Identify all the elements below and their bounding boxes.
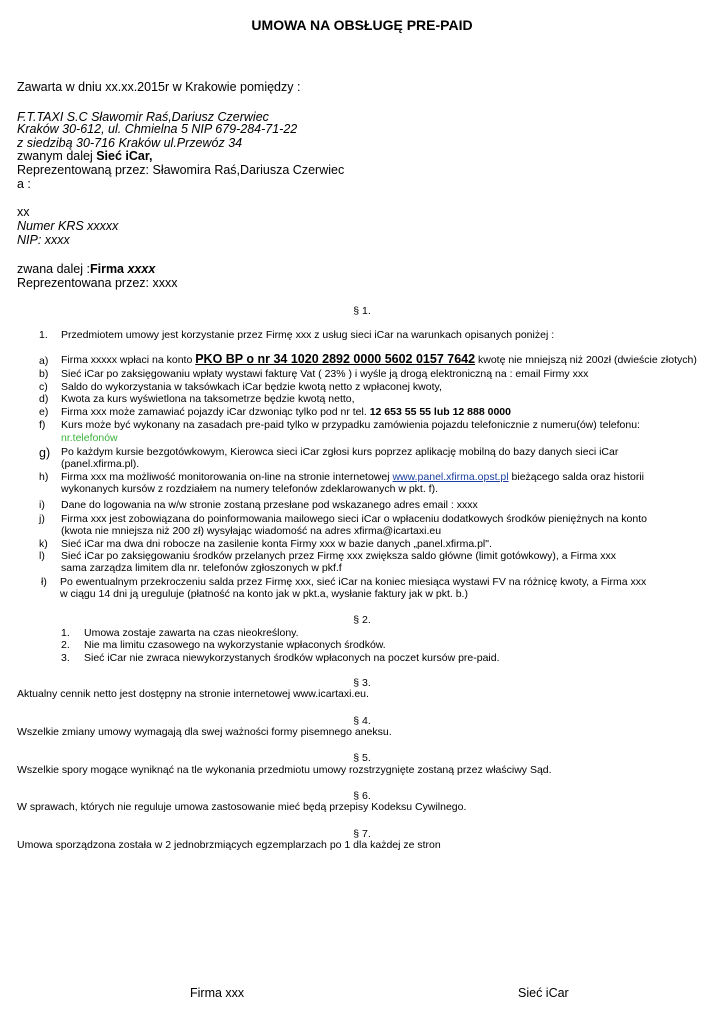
s1-a-label: a) [39,355,49,367]
s2-item-1-num: 1. [61,627,70,639]
s1-f-text: Kurs może być wykonany na zasadach pre-paid tylko w przypadku zamówienia pojazdu telefonicznie z numeru(ów) telefonu: [61,419,640,431]
s1-e-text [61,406,511,418]
section7-text: Umowa sporządzona została w 2 jednobrzmiących egzemplarzach po 1 dla każdej ze stron [17,839,441,851]
s1-l2-label: ł) [41,576,47,588]
party2-called-name: Firma [89,262,128,276]
s1-b-label: b) [39,368,49,380]
s1-j-line1: Firma xxx jest zobowiązana do poinformowania mailowego sieci iCar o wpłaceniu dodatkowych środków pieniężnych na konto [61,513,647,525]
s2-item-3-num: 3. [61,652,70,664]
s1-p1-num: 1. [39,329,48,341]
s1-a-text [61,353,697,366]
s1-a-pre: Firma xxxxx wpłaci na konto [61,354,196,366]
s1-p1-text: Przedmiotem umowy jest korzystanie przez Firmę xxx z usług sieci iCar na warunkach opisanych poniżej : [61,329,555,341]
s2-item-1-text: Umowa zostaje zawarta na czas nieokreślony. [84,627,299,639]
party1-name: F.T.TAXI S.C Sławomir Raś,Dariusz Czerwiec [17,110,269,124]
document-title: UMOWA NA OBSŁUGĘ PRE-PAID [251,17,473,33]
s1-g-line2: (panel.xfirma.pl). [61,458,140,470]
s1-i-text: Dane do logowania na w/w stronie zostaną przesłane pod wskazanego adres email : xxxx [61,499,478,511]
s2-item-2-text: Nie ma limitu czasowego na wykorzystanie wpłaconych środków. [84,639,386,651]
s1-l2-line2: w ciągu 14 dni ją ureguluje (płatność na konto jak w pkt.a, wysłanie faktury jak w pkt. b.) [60,588,468,600]
party1-called-name: Sieć iCar, [96,149,153,163]
signature-left: Firma xxx [190,986,245,1000]
bank-account-number: PKO BP o nr 34 1020 2892 0000 5602 0157 7642 [195,352,476,366]
contract-intro: Zawarta w dniu xx.xx.2015r w Krakowie pomiędzy : [17,80,301,94]
s1-j-label: j) [39,513,45,525]
s1-c-text: Saldo do wykorzystania w taksówkach iCar będzie kwotą netto z wpłaconej kwoty, [61,381,442,393]
s1-k-label: k) [39,538,48,550]
party2-called [17,262,155,276]
s1-e-label: e) [39,406,49,418]
s1-l2-line1: Po ewentualnym przekroczeniu salda przez Firmę xxx, sieć iCar na koniec miesiąca wystawi FV na różnicę kwoty, a Firma xxx [60,576,647,588]
party2-name: xx [17,205,30,219]
section5-text: Wszelkie spory mogące wyniknąć na tle wykonania przedmiotu umowy rozstrzygnięte zostaną przez właściwy Sąd. [17,764,552,776]
s1-l1-line1: Sieć iCar po zaksięgowaniu środków przelanych przez Firmę xxx zwiększa saldo główne (limit gotówkowy), a Firma xxx [61,550,616,562]
s1-k-text: Sieć iCar ma dwa dni robocze na zasilenie konta Firmy xxx w bazie danych „panel.xfirma.pl". [61,538,492,550]
s1-h-text [61,471,644,483]
s1-g-line1: Po każdym kursie bezgotówkowym, Kierowca sieci iCar zgłosi kurs poprzez aplikację mobilną do bazy danych sieci iCar [61,446,619,458]
s1-j-line2: (kwota nie mniejsza niż 200 zł) wysyłając wiadomość na adres xfirma@icartaxi.eu [61,525,442,537]
s1-h-pre: Firma xxx ma możliwość monitorowania on-line na stronie internetowej [61,471,393,483]
s1-d-text: Kwota za kurs wyświetlona na taksometrze będzie kwotą netto, [61,393,355,405]
section5-heading: § 5. [353,752,371,764]
signature-right: Sieć iCar [518,986,569,1000]
section6-text: W sprawach, których nie reguluje umowa zastosowanie mieć będą przepisy Kodeksu Cywilnego. [17,801,467,813]
s1-a-post: kwotę nie mniejszą niż 200zł (dwieście złotych) [475,354,697,366]
phone-placeholder: nr.telefonów [61,432,118,444]
s1-f-label: f) [39,419,46,431]
s1-b-text: Sieć iCar po zaksięgowaniu wpłaty wystawi fakturę Vat ( 23% ) i wyśle ją drogą elektroniczną na : email Firmy xxx [61,368,589,380]
s1-l1-line2: sama zarządza limitem dla nr. telefonów zgłoszonych w pkf.f [61,562,342,574]
s1-h-post: bieżącego salda oraz historii [508,471,645,483]
party1-represented: Reprezentowaną przez: Sławomira Raś,Dariusza Czerwiec [17,163,345,177]
party1-called-prefix: zwanym dalej [17,149,97,163]
party-separator: a : [17,177,31,191]
section1-heading: § 1. [353,305,371,317]
panel-link[interactable]: www.panel.xfirma.opst.pl [392,471,509,483]
s1-g-label: g) [39,446,51,460]
party1-address: Kraków 30-612, ul. Chmielna 5 NIP 679-284-71-22 [17,122,298,136]
party2-krs: Numer KRS xxxxx [17,219,119,233]
s1-h-label: h) [39,471,49,483]
s1-c-label: c) [39,381,48,393]
section4-heading: § 4. [353,715,371,727]
s1-l1-label: l) [39,550,45,562]
party2-called-name-italic: xxxx [127,262,156,276]
section7-heading: § 7. [353,828,371,840]
s2-item-2-num: 2. [61,639,70,651]
party2-called-prefix: zwana dalej : [17,262,90,276]
party1-called [17,149,153,163]
phone-numbers: 12 653 55 55 lub 12 888 0000 [369,406,511,418]
party1-seat: z siedzibą 30-716 Kraków ul.Przewóz 34 [17,136,243,150]
s1-e-pre: Firma xxx może zamawiać pojazdy iCar dzwoniąc tylko pod nr tel. [61,406,370,418]
party2-nip: NIP: xxxx [17,233,70,247]
section3-heading: § 3. [353,677,371,689]
s2-item-3-text: Sieć iCar nie zwraca niewykorzystanych środków wpłaconych na poczet kursów pre-paid. [84,652,500,664]
section4-text: Wszelkie zmiany umowy wymagają dla swej ważności formy pisemnego aneksu. [17,726,392,738]
section6-heading: § 6. [353,790,371,802]
s1-d-label: d) [39,393,49,405]
s1-h-line2: wykonanych kursów z rozdziałem na numery telefonów zdeklarowanych w pkt. f). [61,483,438,495]
party2-represented: Reprezentowana przez: xxxx [17,276,178,290]
s1-i-label: i) [39,499,45,511]
section3-text: Aktualny cennik netto jest dostępny na stronie internetowej www.icartaxi.eu. [17,688,369,700]
section2-heading: § 2. [353,614,371,626]
